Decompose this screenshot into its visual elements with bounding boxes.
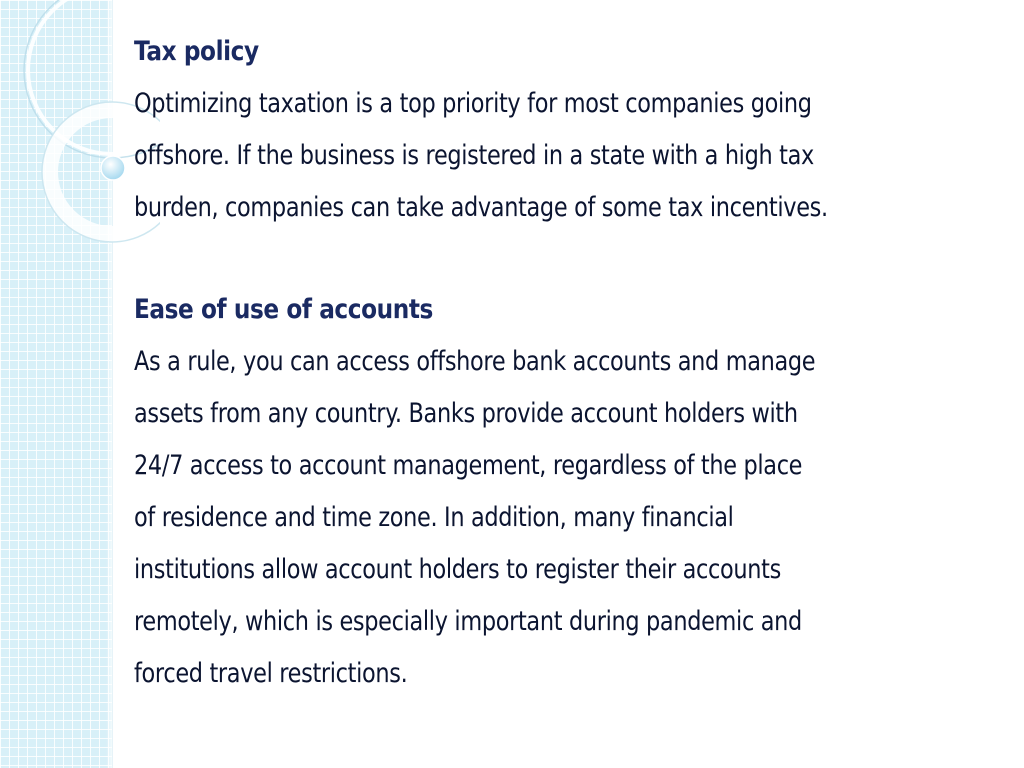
tax-policy-paragraph — [134, 78, 994, 234]
ease-of-use-paragraph — [134, 336, 994, 700]
ease-of-use-line-1: As a rule, you can access offshore bank accounts and manage — [134, 346, 816, 377]
ease-of-use-line-3: 24/7 access to account management, regardless of the place — [134, 450, 803, 481]
tax-policy-line-3: burden, companies can take advantage of some tax incentives. — [134, 192, 828, 223]
ease-of-use-line-2: assets from any country. Banks provide account holders with — [134, 398, 798, 429]
ease-of-use-line-6: remotely, which is especially important during pandemic and — [134, 606, 802, 637]
ease-of-use-line-4: of residence and time zone. In addition, many financial — [134, 502, 734, 533]
decorative-grid-band — [0, 0, 113, 768]
section-heading-tax-policy: Tax policy — [134, 36, 259, 67]
tax-policy-line-2: offshore. If the business is registered in a state with a high tax — [134, 140, 814, 171]
ease-of-use-line-7: forced travel restrictions. — [134, 658, 408, 689]
ease-of-use-line-5: institutions allow account holders to register their accounts — [134, 554, 781, 585]
section-heading-ease-of-use: Ease of use of accounts — [134, 294, 433, 325]
tax-policy-line-1: Optimizing taxation is a top priority for most companies going — [134, 88, 812, 119]
section-spacer — [134, 234, 994, 284]
content-area — [134, 26, 994, 700]
